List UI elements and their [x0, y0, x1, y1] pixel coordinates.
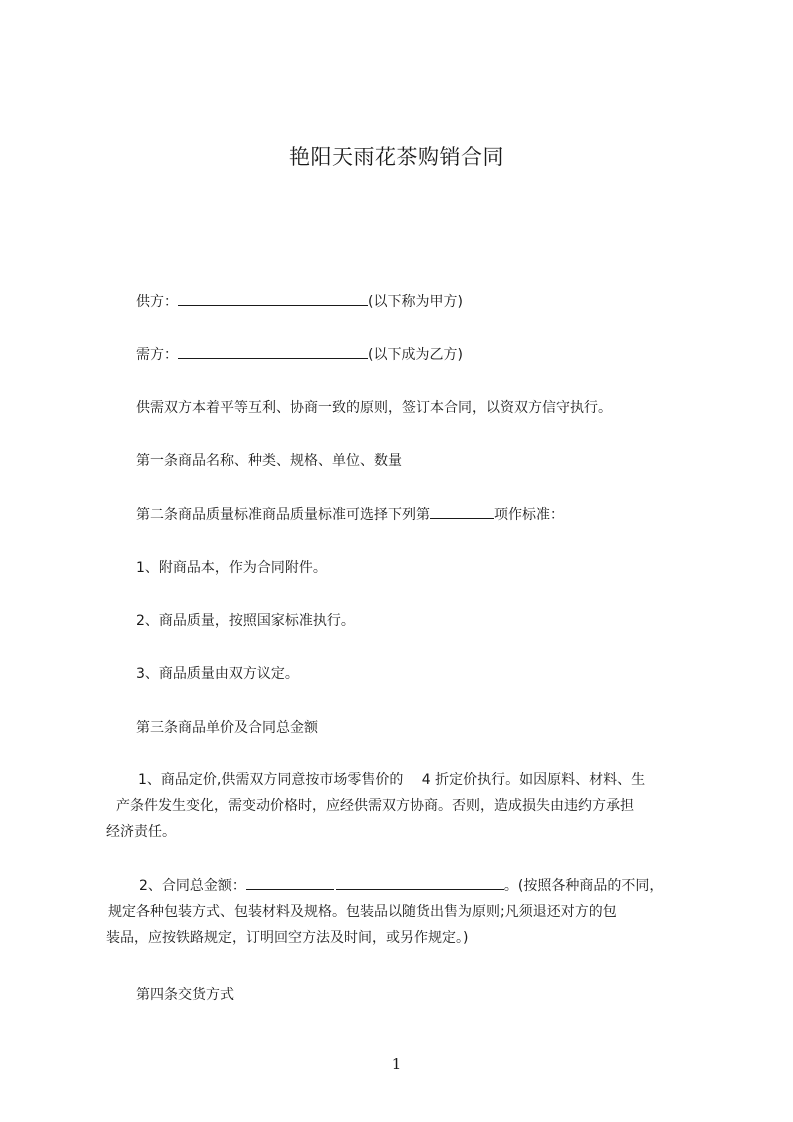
total-amount-blank-2 — [336, 875, 504, 890]
document-title: 艳阳天雨花茶购销合同 — [289, 145, 504, 169]
article-1-heading: 第一条商品名称、种类、规格、单位、数量 — [136, 453, 402, 469]
total-amount-label: 2、合同总金额： — [139, 878, 246, 894]
article-2-line — [136, 504, 564, 525]
total-amount-paragraph — [106, 873, 706, 951]
pricing-line-2: 产条件发生变化，需变动价格时，应经供需双方协商。否则，造成损失由违约方承担 — [116, 798, 634, 814]
article-3-heading: 第三条商品单价及合同总金额 — [136, 720, 318, 736]
article-4-heading: 第四条交货方式 — [136, 987, 234, 1003]
total-amount-suffix: 。(按照各种商品的不同， — [503, 878, 664, 894]
pricing-line-1: 1、商品定价,供需双方同意按市场零售价的 4 折定价执行。如因原料、材料、生 — [138, 772, 646, 788]
supplier-suffix: (以下称为甲方) — [368, 294, 463, 310]
total-amount-line-3: 装品，应按铁路规定，订明回空方法及时间，或另作规定。) — [106, 930, 469, 946]
supplier-line — [136, 291, 463, 312]
buyer-blank — [178, 344, 368, 359]
buyer-label: 需方： — [136, 347, 178, 363]
article-2-suffix: 项作标准： — [494, 507, 564, 523]
supplier-blank — [178, 291, 368, 306]
quality-item-2: 2、商品质量，按照国家标准执行。 — [136, 613, 355, 629]
quality-item-1: 1、附商品本，作为合同附件。 — [136, 560, 327, 576]
pricing-line-3: 经济责任。 — [106, 824, 176, 840]
total-amount-line-2: 规定各种包装方式、包装材料及规格。包装品以随货出售为原则;凡须退还对方的包 — [108, 904, 617, 920]
buyer-suffix: (以下成为乙方) — [368, 347, 463, 363]
article-2-prefix: 第二条商品质量标准商品质量标准可选择下列第 — [136, 507, 430, 523]
quality-item-3: 3、商品质量由双方议定。 — [136, 666, 299, 682]
article-2-blank — [430, 504, 494, 519]
intro-paragraph: 供需双方本着平等互利、协商一致的原则，签订本合同，以资双方信守执行。 — [136, 400, 612, 416]
page-number: 1 — [391, 1055, 402, 1073]
total-amount-line-1 — [106, 873, 706, 899]
supplier-label: 供方： — [136, 294, 178, 310]
pricing-paragraph — [106, 767, 706, 845]
buyer-line — [136, 344, 463, 365]
total-amount-blank-1 — [246, 875, 334, 890]
